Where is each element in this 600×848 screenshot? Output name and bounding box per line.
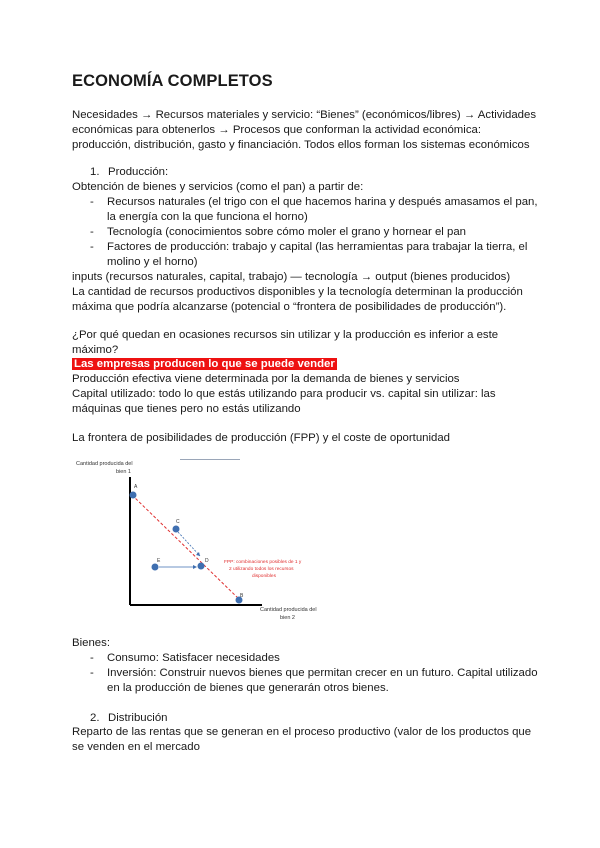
list-item: - Consumo: Satisfacer necesidades xyxy=(72,651,542,666)
question-paragraph: ¿Por qué quedan en ocasiones recursos sin utilizar y la producción es inferior a este máximo? xyxy=(72,329,499,356)
point-label-d: D xyxy=(205,558,209,564)
bienes-list xyxy=(72,651,542,696)
fpp-figure xyxy=(72,455,352,625)
point-a xyxy=(130,492,137,499)
section-distribution-heading: 2. Distribución xyxy=(90,712,168,724)
capital-paragraph: Capital utilizado: todo lo que estás utilizando para producir vs. capital sin utilizar: las máquinas que tienes pero no estás utilizando xyxy=(72,388,496,415)
point-label-a: A xyxy=(134,484,138,490)
point-label-e: E xyxy=(157,558,161,564)
frontier-line xyxy=(132,495,240,600)
list-item: - Tecnología (conocimientos sobre cómo moler el grano y hornear el pan xyxy=(72,225,542,240)
production-lead: Obtención de bienes y servicios (como el pan) a partir de: xyxy=(72,181,364,193)
point-label-b: B xyxy=(240,593,244,599)
y-axis-label-2: bien 1 xyxy=(116,469,131,475)
arrow-head-icon xyxy=(196,552,200,556)
intro-paragraph: Necesidades → Recursos materiales y servicio: “Bienes” (económicos/libres) → Actividades económicas para obtenerlos → Procesos que conforman la actividad económica: producción, distribución, gasto y financiación. Todos ellos forman los sistemas económicos xyxy=(72,109,537,151)
page-title: ECONOMÍA COMPLETOS xyxy=(72,72,273,90)
annotation-line-1: FPP: combinaciones posibles de 1 y xyxy=(224,560,302,565)
fpp-heading: La frontera de posibilidades de producción (FPP) y el coste de oportunidad xyxy=(72,432,451,444)
point-label-c: C xyxy=(176,519,180,525)
production-list xyxy=(72,195,542,270)
highlight-line xyxy=(72,357,542,372)
inputs-line: inputs (recursos naturales, capital, trabajo) — tecnología → output (bienes producidos) xyxy=(72,271,511,283)
bienes-heading: Bienes: xyxy=(72,637,110,649)
annotation-line-2: 2 utilizando todos los recursos xyxy=(229,567,294,572)
distribution-paragraph: Reparto de las rentas que se generan en el proceso productivo (valor de los productos que se venden en el mercado xyxy=(72,726,532,753)
list-item: - Recursos naturales (el trigo con el que hacemos harina y después amasamos el pan, la energía con la que funciona el horno) xyxy=(72,195,542,225)
x-axis-label-2: bien 2 xyxy=(280,615,295,621)
effective-production: Producción efectiva viene determinada por la demanda de bienes y servicios xyxy=(72,373,460,385)
x-axis-label-1: Cantidad producida del xyxy=(260,607,317,613)
highlighted-text: Las empresas producen lo que se puede vender xyxy=(74,358,335,370)
arrow-c-d xyxy=(178,532,200,556)
annotation-line-3: disponibles xyxy=(252,574,277,579)
section-production-heading: 1. Producción: xyxy=(90,166,169,178)
y-axis-label-1: Cantidad producida del xyxy=(76,461,133,467)
point-e xyxy=(152,564,159,571)
capacity-paragraph: La cantidad de recursos productivos disponibles y la tecnología determinan la producción máxima que podría alcanzarse (potencial o “frontera de posibilidades de producción”). xyxy=(72,286,523,313)
point-c xyxy=(173,526,180,533)
fpp-diagram xyxy=(72,455,352,625)
list-item: - Inversión: Construir nuevos bienes que permitan crecer en un futuro. Capital utilizado en la producción de bienes que generarán otros bienes. xyxy=(72,666,542,696)
arrow-head-icon xyxy=(193,565,197,569)
point-d xyxy=(198,563,205,570)
list-item: - Factores de producción: trabajo y capital (las herramientas para trabajar la tierra, el molino y el horno) xyxy=(72,240,542,270)
